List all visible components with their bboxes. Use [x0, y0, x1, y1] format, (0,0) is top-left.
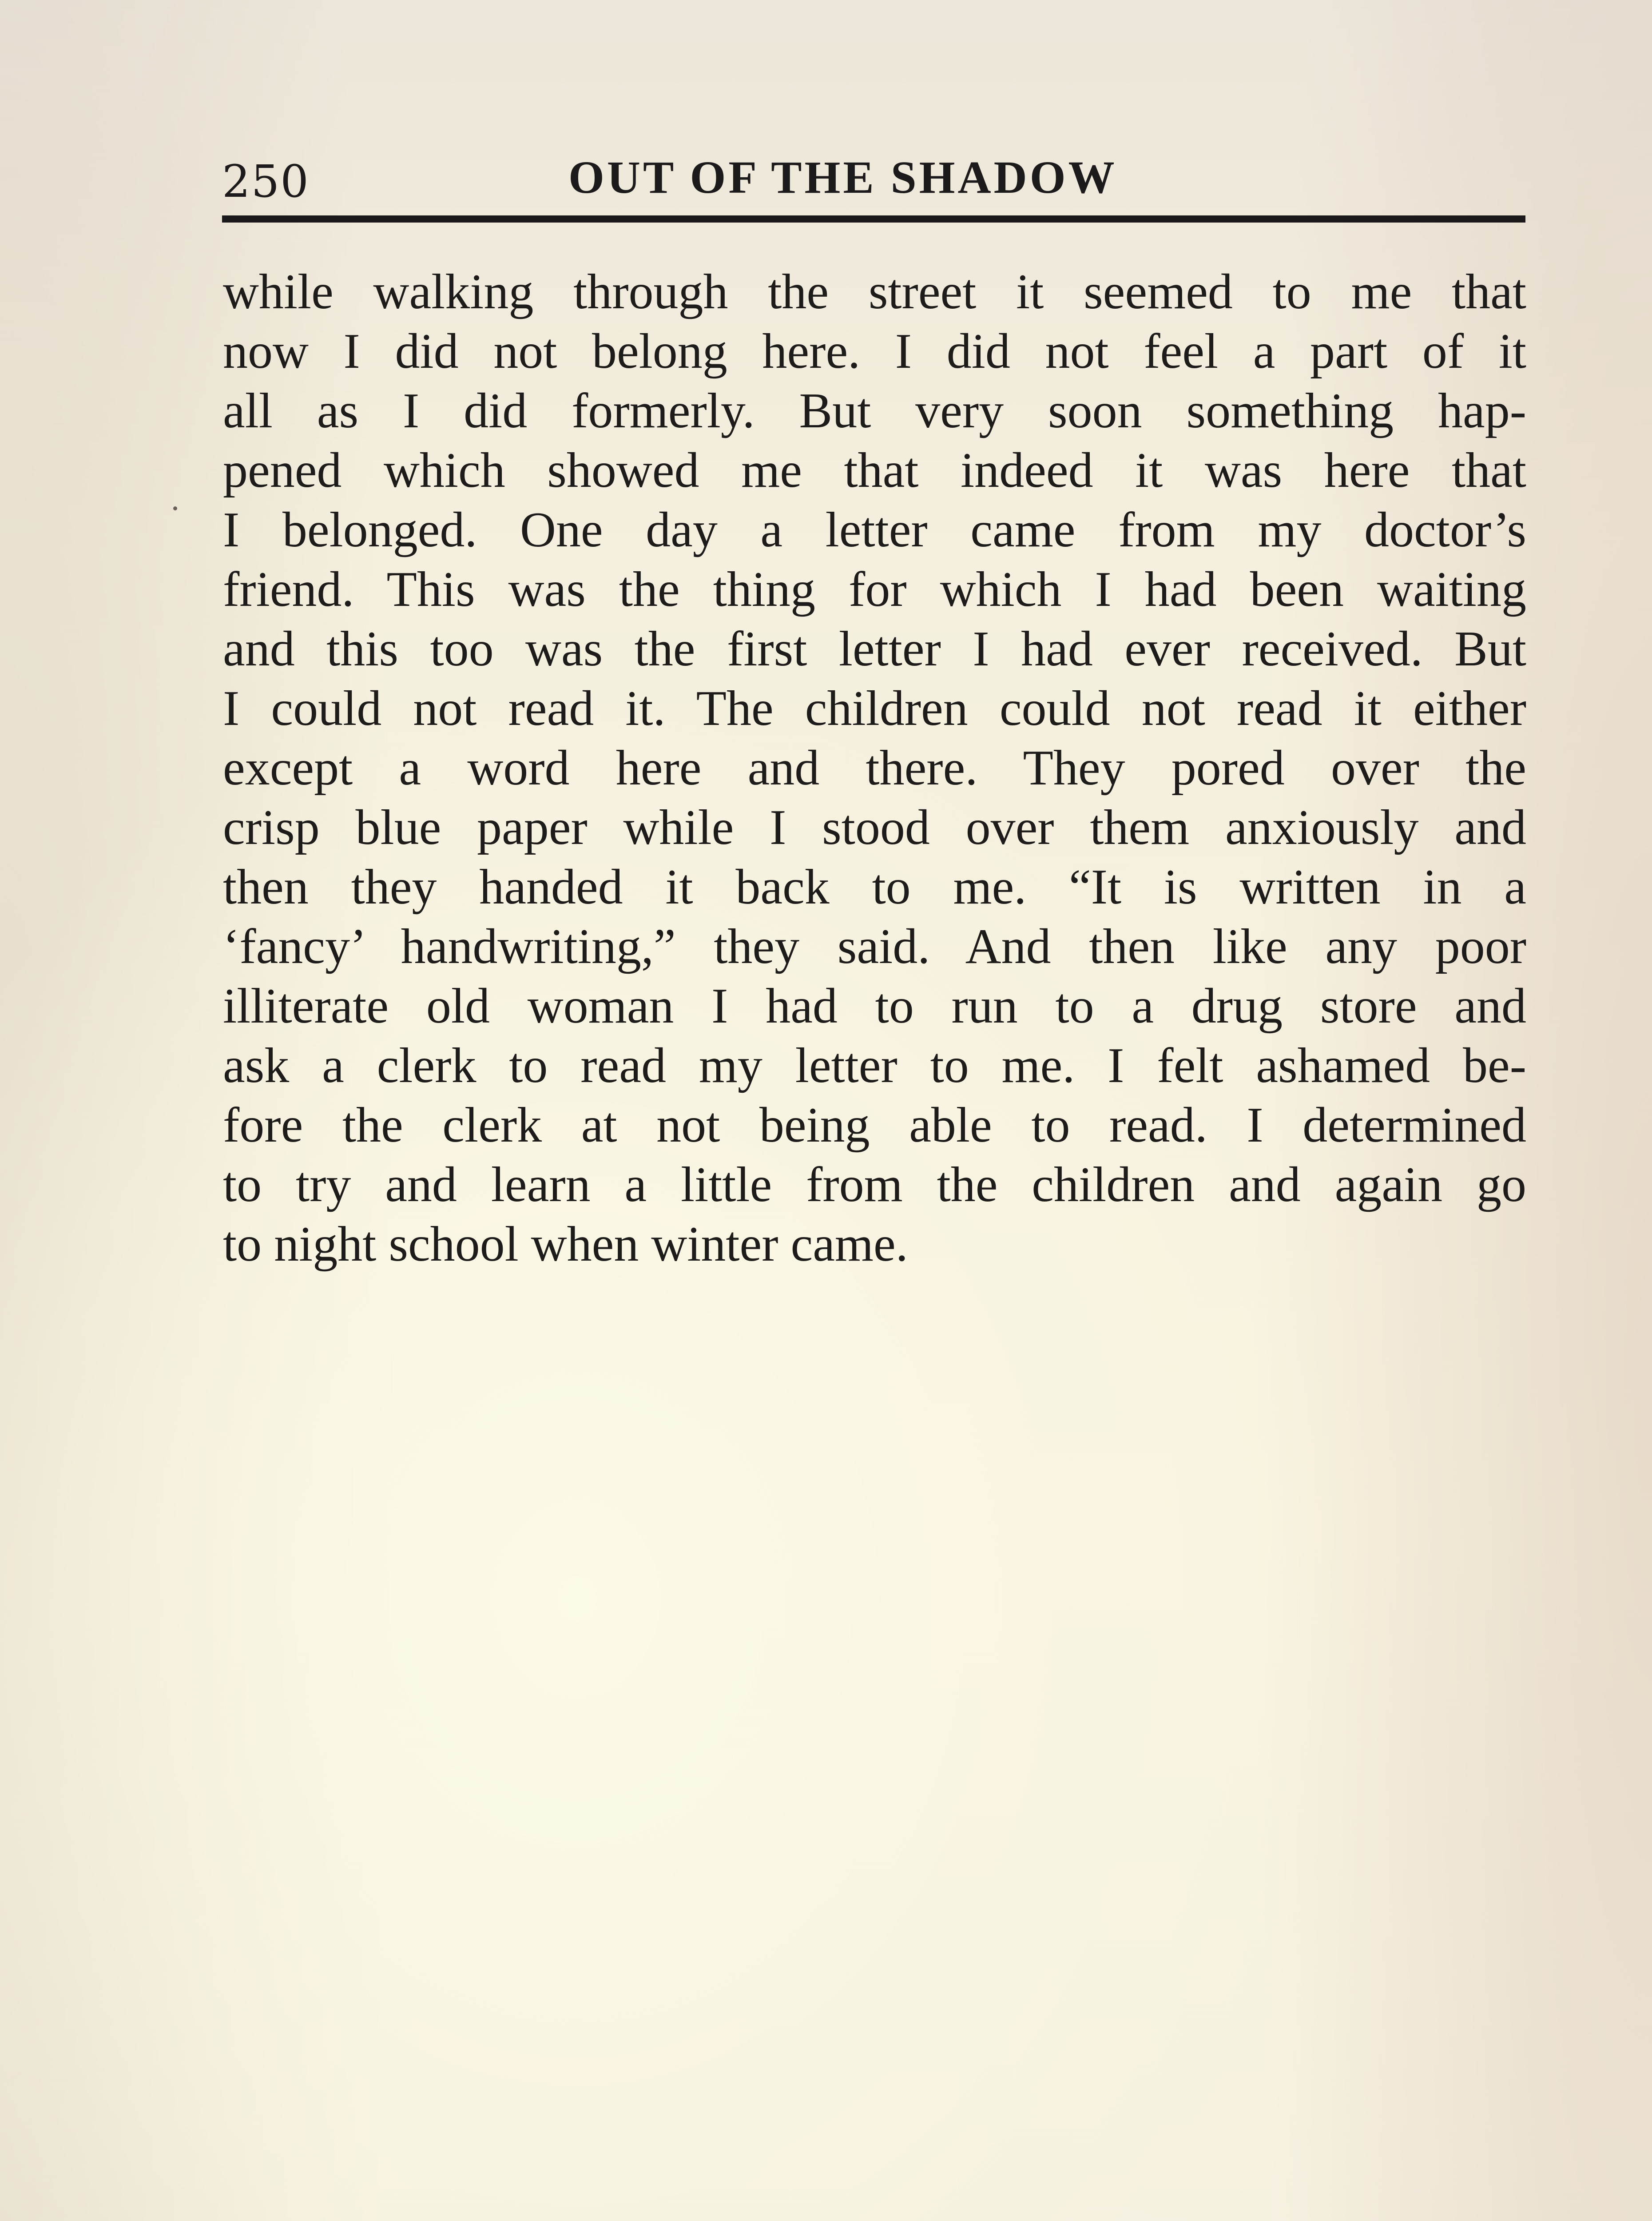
paper-speck	[173, 506, 177, 510]
text-line: pened which showed me that indeed it was here that	[223, 443, 1526, 498]
text-line: while walking through the street it seemed to me that	[223, 264, 1526, 319]
text-line: friend. This was the thing for which I had been waiting	[223, 562, 1526, 617]
text-line: to night school when winter came.	[223, 1217, 908, 1272]
text-line: to try and learn a little from the children and again go	[223, 1157, 1526, 1212]
text-line: then they handed it back to me. “It is written in a	[223, 860, 1526, 915]
text-line: and this too was the first letter I had ever received. But	[223, 621, 1526, 677]
text-line: ask a clerk to read my letter to me. I felt ashamed be-	[223, 1038, 1526, 1093]
body-text	[223, 262, 1526, 1274]
text-line: fore the clerk at not being able to read. I determined	[223, 1098, 1526, 1153]
page-number: 250	[222, 155, 310, 207]
text-line: crisp blue paper while I stood over them anxiously and	[223, 800, 1526, 855]
text-line: illiterate old woman I had to run to a drug store and	[223, 979, 1526, 1034]
page-header	[222, 147, 1523, 207]
text-line: now I did not belong here. I did not feel a part of it	[223, 324, 1526, 379]
text-line: I could not read it. The children could not read it either	[223, 681, 1526, 736]
text-line: except a word here and there. They pored over the	[223, 740, 1526, 796]
text-line: all as I did formerly. But very soon something hap-	[223, 383, 1526, 438]
text-line: I belonged. One day a letter came from my doctor’s	[223, 502, 1526, 557]
running-title: OUT OF THE SHADOW	[568, 152, 1117, 203]
text-line: ‘fancy’ handwriting,” they said. And then like any poor	[223, 919, 1526, 974]
header-rule	[222, 215, 1525, 223]
